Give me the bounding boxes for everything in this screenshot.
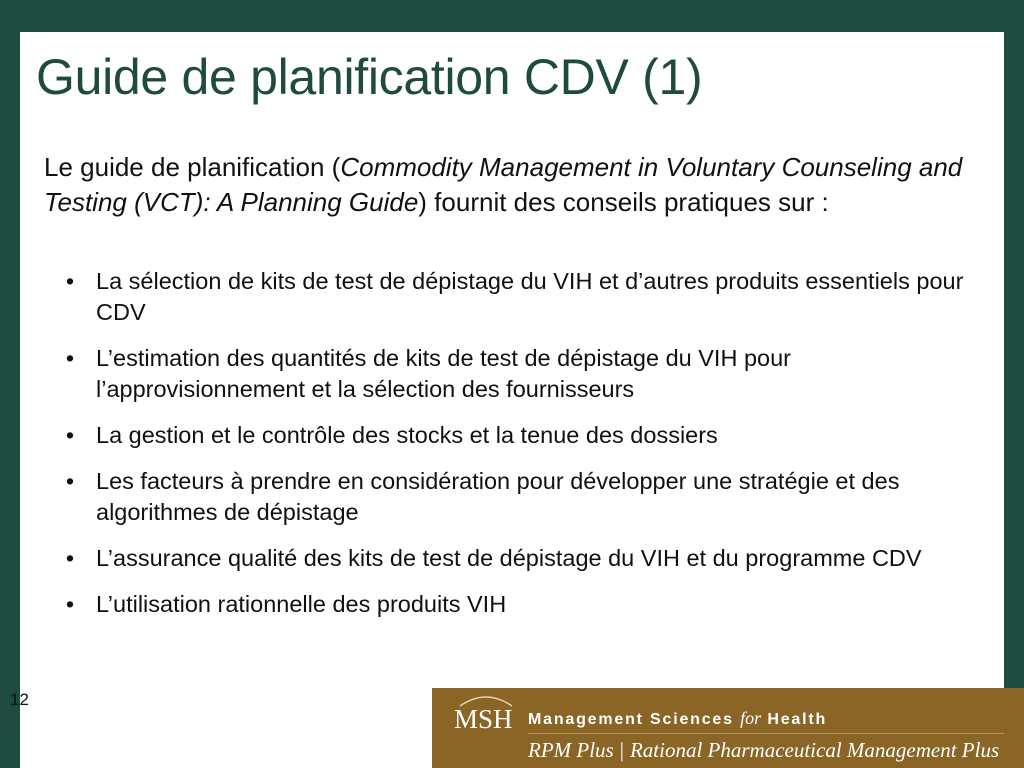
bullet-item <box>60 466 980 528</box>
bullet-item <box>60 543 980 574</box>
bullet-item <box>60 266 980 328</box>
bullet-text: L’assurance qualité des kits de test de dépistage du VIH et du programme CDV <box>96 545 922 571</box>
intro-text-before: Le guide de planification ( <box>44 152 341 182</box>
intro-paragraph <box>44 150 964 220</box>
msh-logo: MSH <box>454 704 513 734</box>
org-name <box>528 708 827 729</box>
slide <box>20 32 1004 768</box>
bullet-text: L’estimation des quantités de kits de test de dépistage du VIH pour l’approvisionnement et la sélection des fournisseurs <box>96 345 791 402</box>
footer-banner <box>432 688 1024 768</box>
bullet-icon: • <box>65 268 75 294</box>
bullet-text: La sélection de kits de test de dépistage du VIH et d’autres produits essentiels pour CDV <box>96 268 964 325</box>
footer-divider <box>528 733 1004 734</box>
bullet-item <box>60 343 980 405</box>
bullet-icon: • <box>65 345 75 371</box>
bullet-icon: • <box>65 468 75 494</box>
org-name-for: for <box>740 708 762 728</box>
bullet-text: L’utilisation rationnelle des produits VIH <box>96 591 507 617</box>
bullet-icon: • <box>65 422 75 448</box>
program-full-name: Rational Pharmaceutical Management Plus <box>629 738 1000 762</box>
bullet-item <box>60 589 980 620</box>
program-line <box>528 738 999 763</box>
org-name-part2: Health <box>761 711 828 728</box>
org-name-part1: Management Sciences <box>528 711 741 728</box>
guide-title: Commodity Management in Voluntary Counseling and Testing (VCT): A Planning Guide <box>44 152 963 217</box>
page-number: 12 <box>10 690 29 709</box>
intro-text-after: ) fournit des conseils pratiques sur : <box>418 187 829 217</box>
bullet-text: La gestion et le contrôle des stocks et la tenue des dossiers <box>96 422 718 448</box>
bullet-icon: • <box>65 545 75 571</box>
slide-title: Guide de planification CDV (1) <box>36 49 703 105</box>
bullet-icon: • <box>65 591 75 617</box>
program-name: RPM Plus <box>528 738 614 762</box>
bullet-list <box>60 266 980 635</box>
program-separator: | <box>619 738 624 762</box>
bullet-text: Les facteurs à prendre en considération pour développer une stratégie et des algorithmes de dépistage <box>96 468 900 525</box>
bullet-item <box>60 420 980 451</box>
